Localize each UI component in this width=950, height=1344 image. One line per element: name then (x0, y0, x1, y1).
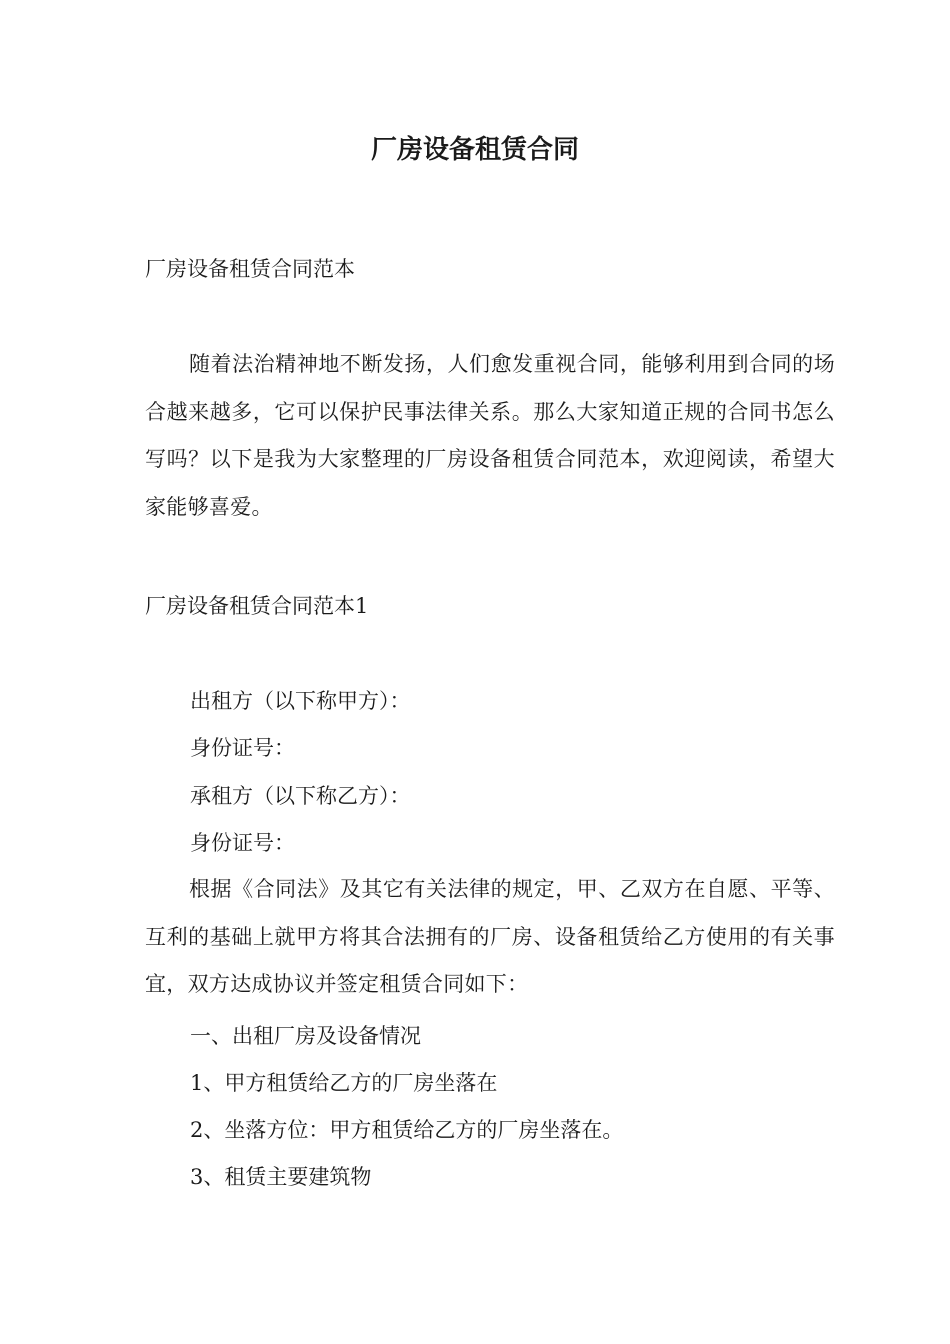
intro-text: 随着法治精神地不断发扬，人们愈发重视合同，能够利用到合同的场合越来越多，它可以保护民事法律关系。那么大家知道正规的合同书怎么写吗？以下是我为大家整理的厂房设备租赁合同范本，欢迎阅读，希望大家能够喜爱。 (145, 352, 835, 519)
document-subtitle: 厂房设备租赁合同范本 (145, 257, 355, 281)
lessor-line: 出租方（以下称甲方）： (190, 689, 411, 713)
lessee-id-line: 身份证号： (190, 831, 295, 855)
clause-1-1: 1、甲方租赁给乙方的厂房坐落在 (190, 1071, 498, 1095)
intro-paragraph (145, 341, 835, 531)
clause-1-2: 2、坐落方位：甲方租赁给乙方的厂房坐落在。 (190, 1118, 624, 1142)
basis-text: 根据《合同法》及其它有关法律的规定，甲、乙双方在自愿、平等、互利的基础上就甲方将其合法拥有的厂房、设备租赁给乙方使用的有关事宜，双方达成协议并签定租赁合同如下： (145, 877, 835, 996)
clause-1-3: 3、租赁主要建筑物 (190, 1165, 372, 1189)
lessor-id-line: 身份证号： (190, 736, 295, 760)
section-heading: 厂房设备租赁合同范本1 (145, 594, 369, 618)
document-title: 厂房设备租赁合同 (370, 135, 579, 165)
basis-paragraph (145, 866, 835, 1009)
clause-1-heading: 一、出租厂房及设备情况 (190, 1024, 421, 1048)
lessee-line: 承租方（以下称乙方）： (190, 784, 411, 808)
